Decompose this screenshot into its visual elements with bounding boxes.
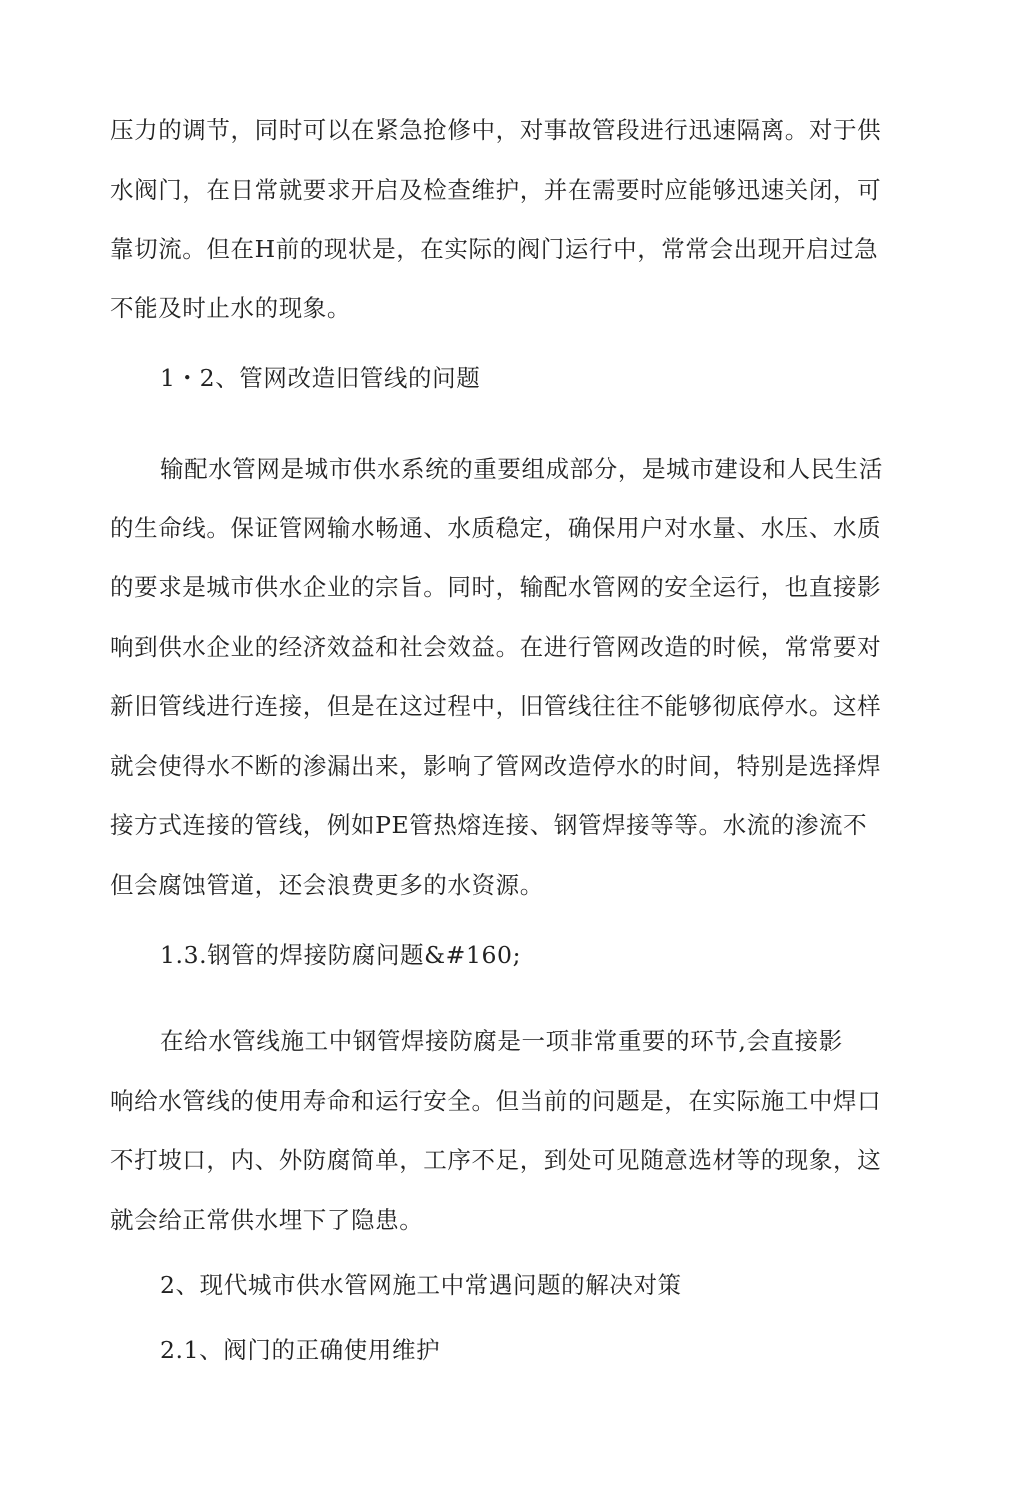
paragraph-line: 的生命线。保证管网输水畅通、水质稳定，确保用户对水量、水压、水质	[110, 514, 882, 542]
paragraph-line: 压力的调节，同时可以在紧急抢修中，对事故管段进行迅速隔离。对于供	[110, 116, 882, 144]
paragraph-line: 靠切流。但在H前的现状是，在实际的阀门运行中，常常会出现开启过急	[110, 235, 879, 263]
section-heading: 1・2、管网改造旧管线的问题	[160, 364, 481, 392]
paragraph-line: 新旧管线进行连接，但是在这过程中，旧管线往往不能够彻底停水。这样	[110, 692, 882, 720]
section-heading: 2.1、阀门的正确使用维护	[160, 1336, 441, 1364]
paragraph-line: 但会腐蚀管道，还会浪费更多的水资源。	[110, 871, 544, 899]
paragraph-line: 响给水管线的使用寿命和运行安全。但当前的问题是，在实际施工中焊口	[110, 1087, 882, 1115]
paragraph-line: 不能及时止水的现象。	[110, 294, 351, 322]
section-heading: 1.3.钢管的焊接防腐问题&#160;	[160, 941, 522, 969]
paragraph-line: 就会使得水不断的渗漏出来，影响了管网改造停水的时间，特别是选择焊	[110, 752, 882, 780]
paragraph-line: 在给水管线施工中钢管焊接防腐是一项非常重要的环节,会直接影	[160, 1027, 843, 1055]
paragraph-line: 接方式连接的管线，例如PE管热熔连接、钢管焊接等等。水流的渗流不	[110, 811, 868, 839]
paragraph-line: 就会给正常供水埋下了隐患。	[110, 1206, 424, 1234]
paragraph-line: 的要求是城市供水企业的宗旨。同时，输配水管网的安全运行，也直接影	[110, 573, 882, 601]
section-heading: 2、现代城市供水管网施工中常遇问题的解决对策	[160, 1271, 682, 1299]
paragraph-line: 输配水管网是城市供水系统的重要组成部分，是城市建设和人民生活	[160, 455, 883, 483]
paragraph-line: 不打坡口，内、外防腐简单，工序不足，到处可见随意选材等的现象，这	[110, 1146, 882, 1174]
paragraph-line: 水阀门，在日常就要求开启及检查维护，并在需要时应能够迅速关闭，可	[110, 176, 882, 204]
paragraph-line: 响到供水企业的经济效益和社会效益。在进行管网改造的时候，常常要对	[110, 633, 882, 661]
